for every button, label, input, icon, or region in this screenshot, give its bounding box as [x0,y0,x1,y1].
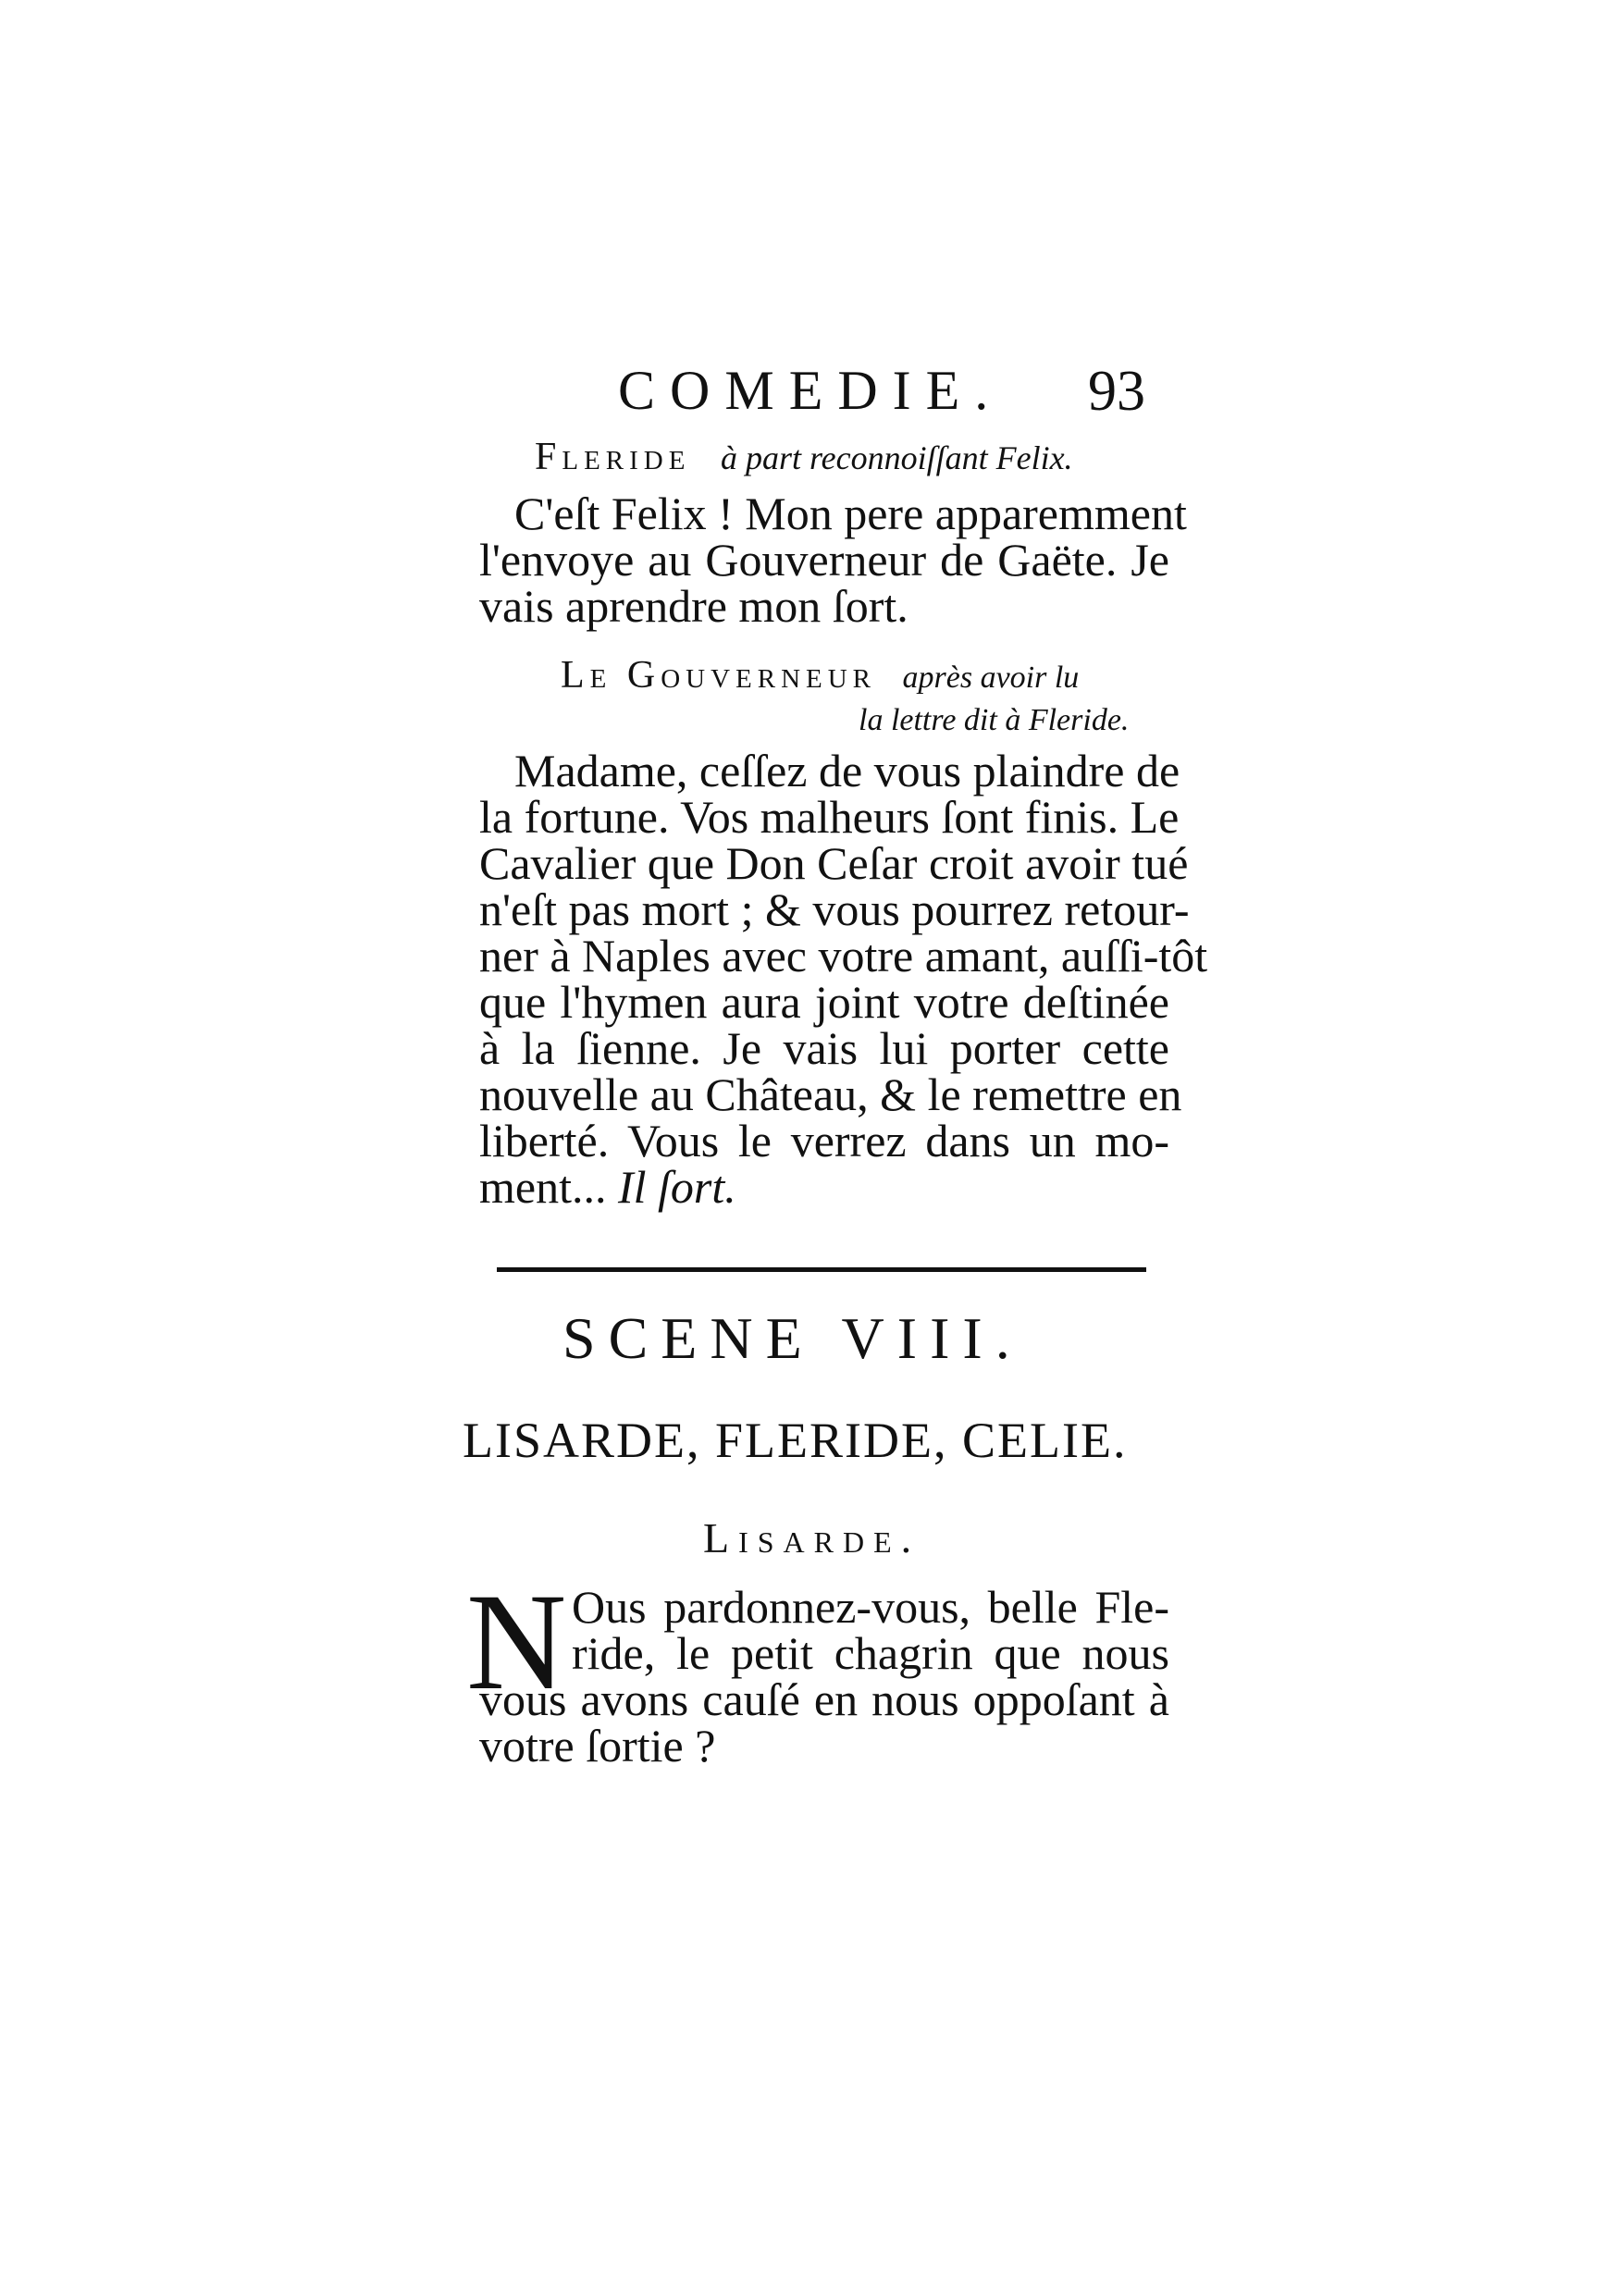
text-line: ner à Naples avec votre amant, auſſi-tôt [479,930,1208,981]
page-number: 93 [1088,360,1145,423]
text-line: l'envoye au Gouverneur de Gaëte. Je [479,534,1169,586]
text-line-final [479,1161,736,1213]
running-title: COMEDIE. [618,360,1004,421]
speaker-heading-gouverneur [561,653,1079,697]
text-line: liberté. Vous le verrez dans un mo- [479,1115,1169,1167]
text-line: nouvelle au Château, & le remettre en [479,1068,1182,1120]
text-line: C'eſt Felix ! Mon pere apparemment [514,488,1187,539]
speaker-name: Le Gouverneur [561,654,877,697]
scene-title: SCENE VIII. [562,1305,1023,1371]
text-line: la fortune. Vos malheurs ſont finis. Le [479,791,1180,843]
text-line: ride, le petit chagrin que nous [572,1627,1169,1679]
text-line: n'eſt pas mort ; & vous pourrez retour- [479,883,1190,935]
stage-direction: à part reconnoiſſant Felix. [720,439,1073,476]
text-line: vais aprendre mon ſort. [479,580,908,632]
text-line: Cavalier que Don Ceſar croit avoir tué [479,837,1189,889]
stage-direction-exit: Il ſort. [617,1161,736,1213]
speaker-heading-fleride [535,435,1073,479]
scene-characters: LISARDE, FLERIDE, CELIE. [463,1413,1128,1468]
text-fragment: ment... [479,1161,618,1213]
text-line: que l'hymen aura joint votre deſtinée [479,976,1169,1028]
section-rule [497,1267,1146,1272]
drop-cap: N [466,1565,567,1719]
text-line: à la ſienne. Je vais lui porter cette [479,1022,1169,1074]
speaker-name: Fleride [535,436,691,478]
text-line: vous avons cauſé en nous oppoſant à [479,1673,1169,1725]
text-line: Madame, ceſſez de vous plaindre de [514,745,1180,796]
text-line: votre ſortie ? [479,1720,716,1771]
text-line: Ous pardonnez-vous, belle Fle- [572,1581,1169,1633]
speaker-name: Lisarde. [703,1514,921,1562]
stage-direction: la lettre dit à Fleride. [859,703,1130,737]
stage-direction: après avoir lu [902,660,1080,695]
